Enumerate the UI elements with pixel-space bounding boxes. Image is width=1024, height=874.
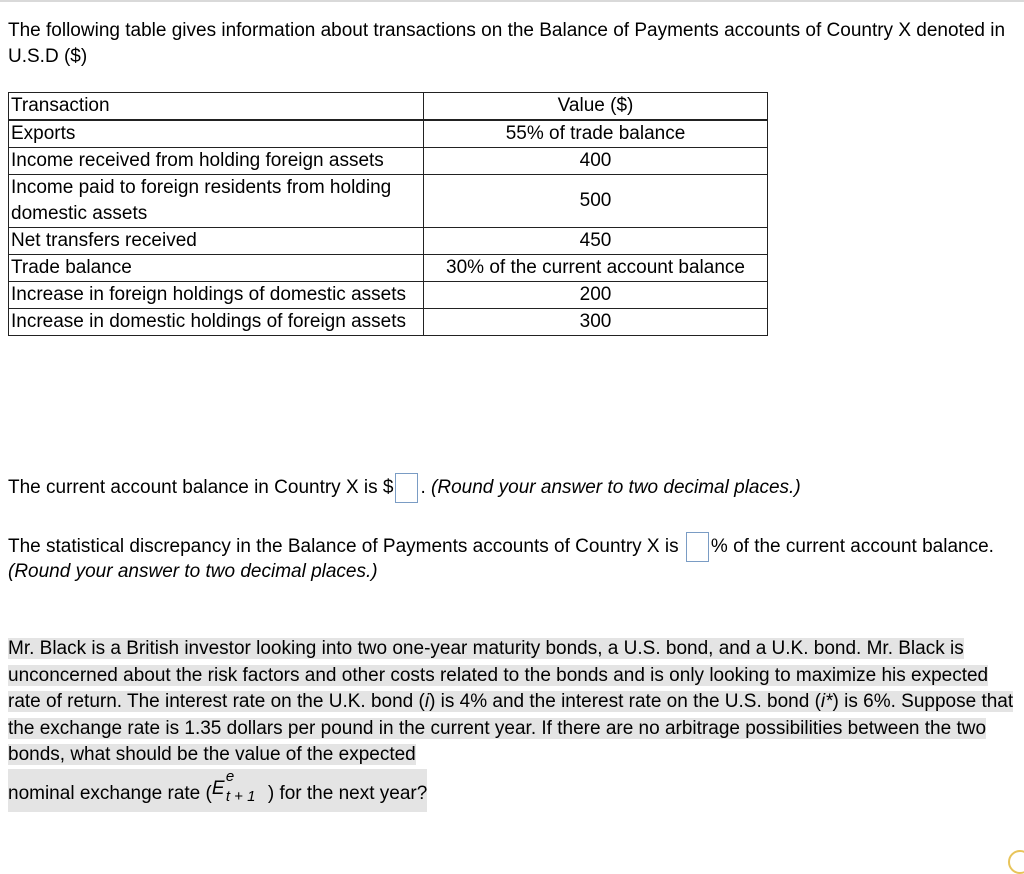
current-account-answer-input[interactable] bbox=[395, 473, 418, 503]
paragraph-last-line bbox=[8, 769, 427, 812]
table-row bbox=[9, 282, 768, 309]
row-label: Increase in domestic holdings of foreign assets bbox=[9, 309, 424, 336]
question1-prefix: The current account balance in Country X is $ bbox=[8, 477, 394, 499]
row-label: Net transfers received bbox=[9, 228, 424, 255]
paragraph-text-4: nominal exchange rate ( bbox=[8, 782, 212, 804]
transactions-table bbox=[8, 92, 768, 336]
discrepancy-answer-input[interactable] bbox=[686, 532, 709, 562]
top-divider bbox=[0, 0, 1024, 2]
paragraph-text-2: ) is 4% and the interest rate on the U.S. bond ( bbox=[429, 691, 821, 712]
e-subscript: t + 1 bbox=[225, 787, 256, 805]
row-label: Income received from holding foreign assets bbox=[9, 148, 424, 175]
question1-suffix: . bbox=[420, 477, 432, 499]
table-row bbox=[9, 120, 768, 148]
row-value: 450 bbox=[424, 228, 768, 255]
corner-circle-icon bbox=[1008, 850, 1024, 874]
row-label: Income paid to foreign residents from holding domestic assets bbox=[9, 175, 424, 228]
question1-round-note: (Round your answer to two decimal places.) bbox=[431, 477, 801, 499]
question2-prefix: The statistical discrepancy in the Balance of Payments accounts of Country X is bbox=[8, 536, 684, 557]
header-value: Value ($) bbox=[424, 93, 768, 121]
table-row bbox=[9, 309, 768, 336]
paragraph-text-1: Mr. Black is a British investor looking into two one-year maturity bonds, a U.S. bond, and a U.K. bond. Mr. Black is unconcerned about the risk factors and other costs related to the bonds and is only looking to maximize his expected rate of return. The interest rate on the U.K. bond ( bbox=[8, 638, 989, 712]
row-value: 200 bbox=[424, 282, 768, 309]
us-rate-symbol: i* bbox=[820, 691, 833, 712]
row-label: Exports bbox=[9, 120, 424, 148]
question-current-account bbox=[8, 473, 801, 503]
question2-round-note: (Round your answer to two decimal places.) bbox=[8, 561, 378, 582]
uk-rate-symbol: i bbox=[424, 691, 430, 712]
paragraph-text-5: ) for the next year? bbox=[267, 782, 428, 804]
row-value: 55% of trade balance bbox=[424, 120, 768, 148]
paragraph-body bbox=[8, 638, 1013, 765]
expected-rate-symbol bbox=[211, 767, 268, 805]
table-row bbox=[9, 148, 768, 175]
row-value: 300 bbox=[424, 309, 768, 336]
e-base: E bbox=[211, 777, 225, 799]
question2-suffix: % of the current account balance. bbox=[710, 536, 994, 557]
row-label: Increase in foreign holdings of domestic assets bbox=[9, 282, 424, 309]
exchange-rate-question bbox=[8, 636, 1016, 812]
row-value: 500 bbox=[424, 175, 768, 228]
table-row bbox=[9, 175, 768, 228]
row-value: 400 bbox=[424, 148, 768, 175]
header-transaction: Transaction bbox=[9, 93, 424, 121]
row-value: 30% of the current account balance bbox=[424, 255, 768, 282]
table-row bbox=[9, 255, 768, 282]
paragraph-text-3: ) is 6%. Suppose that the exchange rate is 1.35 dollars per pound in the current year. If there are no arbitrage possibilities between the two bonds, what should be the value of the expected bbox=[8, 691, 1014, 765]
row-label: Trade balance bbox=[9, 255, 424, 282]
intro-text: The following table gives information about transactions on the Balance of Payments accounts of Country X denoted in U.S.D ($) bbox=[8, 20, 1006, 67]
e-superscript: e bbox=[225, 767, 235, 785]
table-row bbox=[9, 228, 768, 255]
question-statistical-discrepancy bbox=[8, 531, 1013, 584]
table-header-row bbox=[9, 93, 768, 121]
